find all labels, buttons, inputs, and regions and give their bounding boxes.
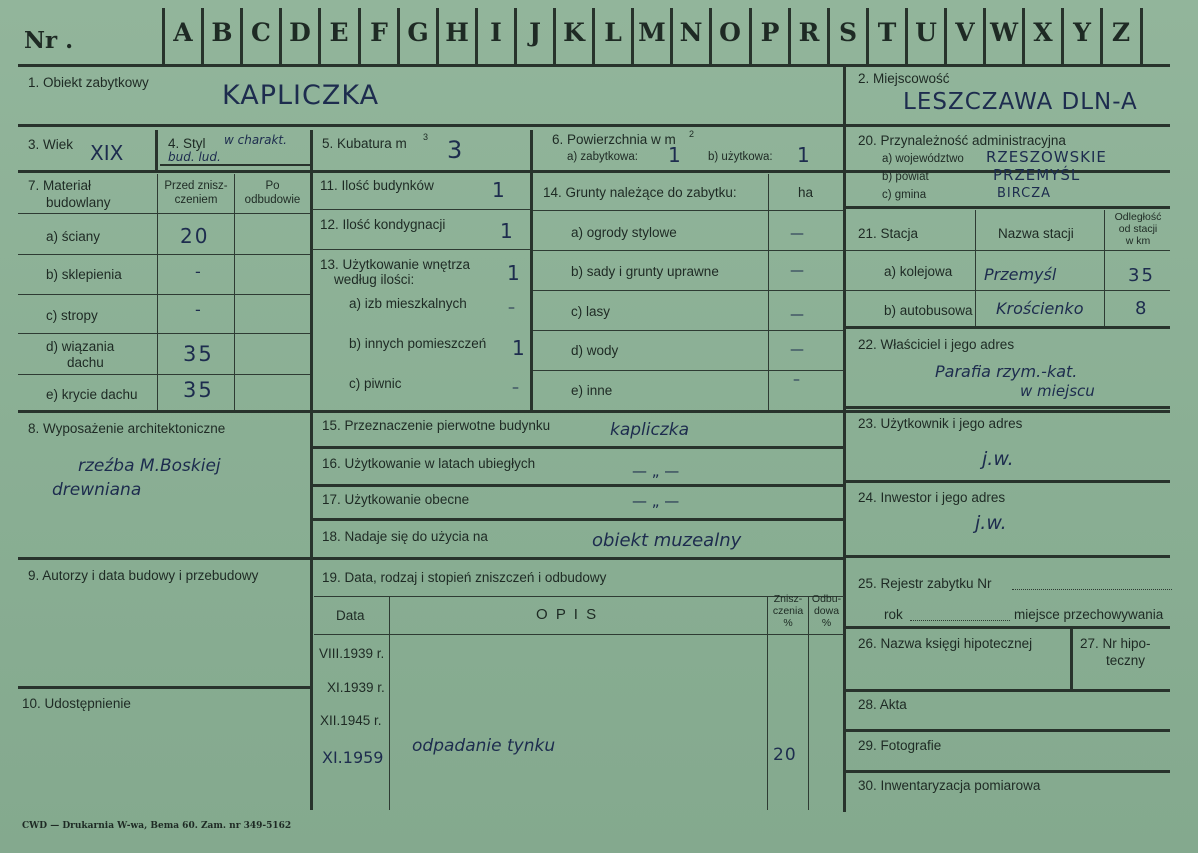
f19-col-zn-3: % — [783, 617, 793, 629]
f7-row-label: c) stropy — [46, 308, 98, 323]
index-letter: P — [760, 18, 780, 47]
index-letter: L — [604, 18, 622, 47]
f25-label: 25. Rejestr zabytku Nr — [858, 576, 992, 591]
f5-value: 3 — [447, 136, 463, 164]
f6b-label: b) użytkowa: — [708, 151, 773, 163]
index-letter: F — [370, 18, 388, 47]
f14-row-value: — — [790, 342, 804, 358]
letter-divider — [1140, 8, 1143, 64]
f14-row-label: a) ogrody stylowe — [571, 225, 677, 240]
f18-label: 18. Nadaje się do użycia na — [322, 529, 488, 544]
index-letter: E — [329, 18, 349, 47]
index-letter: O — [719, 18, 741, 47]
f19-row-date: XI.1939 r. — [327, 680, 385, 695]
index-letter: A — [173, 18, 193, 47]
f13c-label: c) piwnic — [349, 376, 402, 391]
index-letter: D — [289, 18, 311, 47]
f13-label-2: według ilości: — [334, 272, 415, 287]
f7-row-label: e) krycie dachu — [46, 387, 138, 402]
f3-label: 3. Wiek — [28, 137, 74, 152]
f20a-label: a) województwo — [882, 153, 964, 165]
f4-value-1: w charakt. — [224, 133, 287, 147]
f19-col-zn-2: czenia — [772, 605, 804, 617]
f14-label: 14. Grunty należące do zabytku: — [543, 185, 737, 200]
f14-unit: ha — [798, 185, 814, 200]
f6-sup: 2 — [689, 129, 695, 139]
f3-value: XIX — [90, 141, 124, 165]
f21b-name: Krościenko — [996, 299, 1084, 318]
f6a-label: a) zabytkowa: — [567, 151, 638, 163]
f13b-value: 1 — [512, 336, 525, 360]
f8-line-1: rzeźba M.Boskiej — [78, 456, 221, 476]
f19-row-date: VIII.1939 r. — [319, 646, 385, 661]
f21a-label: a) kolejowa — [884, 264, 953, 279]
index-letter: N — [679, 18, 703, 47]
f14-row-label: d) wody — [571, 343, 619, 358]
f18-value: obiekt muzealny — [592, 530, 742, 551]
f19-row-date: XI.1959 — [322, 748, 384, 767]
f21-col-dist-1: Odległość — [1114, 211, 1162, 223]
f20b-label: b) powiat — [882, 171, 929, 183]
f26-label: 26. Nazwa księgi hipotecznej — [858, 636, 1033, 651]
f21b-dist: 8 — [1135, 298, 1147, 319]
index-letter: U — [915, 18, 937, 47]
f5-label: 5. Kubatura m — [322, 136, 407, 151]
f7-col-after-2: odbudowie — [244, 194, 301, 206]
index-letter: X — [1033, 18, 1053, 47]
f7-row-value: 20 — [180, 224, 210, 248]
f7-row-label: a) ściany — [46, 229, 101, 244]
f7-col-before-2: czeniem — [174, 194, 218, 206]
f19-row-date: XII.1945 r. — [320, 713, 382, 728]
f11-value: 1 — [492, 178, 505, 202]
f17-label: 17. Użytkowanie obecne — [322, 492, 470, 507]
f24-label: 24. Inwestor i jego adres — [858, 490, 1006, 505]
f14-row-label: b) sady i grunty uprawne — [571, 264, 719, 279]
f19-col-od-2: dowa — [813, 605, 840, 617]
f27-label-2: teczny — [1106, 653, 1146, 668]
f6-label: 6. Powierzchnia w m — [552, 132, 676, 147]
index-letter: V — [955, 18, 975, 47]
f10-label: 10. Udostępnienie — [22, 696, 131, 711]
f17-value: — „ — — [632, 492, 680, 510]
index-letter: B — [211, 18, 233, 47]
f25-miejsce: miejsce przechowywania — [1014, 607, 1164, 622]
f4-value-2: bud. lud. — [168, 150, 221, 164]
f20a-value: RZESZOWSKIE — [986, 148, 1107, 166]
f1-value: KAPLICZKA — [222, 80, 380, 111]
index-letter: Y — [1073, 18, 1091, 47]
f21a-dist: 35 — [1128, 265, 1155, 286]
f21-col-dist-3: w km — [1125, 235, 1151, 247]
f24-value: j.w. — [975, 512, 1007, 534]
f16-value: — „ — — [632, 462, 680, 480]
f14-row-value: — — [790, 263, 804, 279]
f7-row-value: 35 — [183, 378, 214, 402]
f8-label: 8. Wyposażenie architektoniczne — [28, 421, 226, 436]
printer-footer: CWD — Drukarnia W-wa, Bema 60. Zam. nr 349-5162 — [22, 821, 292, 831]
f7-col-after-1: Po — [265, 180, 280, 192]
f25-rok: rok — [884, 607, 903, 622]
f14-row-label: e) inne — [571, 383, 613, 398]
index-letter: R — [798, 18, 820, 47]
f11-label: 11. Ilość budynków — [320, 178, 434, 193]
f21-col-dist-2: od stacji — [1118, 223, 1158, 235]
f1-label: 1. Obiekt zabytkowy — [28, 75, 149, 90]
f23-value: j.w. — [982, 448, 1014, 470]
f6b-value: 1 — [797, 143, 810, 167]
f22-label: 22. Właściciel i jego adres — [858, 337, 1015, 352]
f20c-value: BIRCZA — [997, 186, 1052, 201]
f28-label: 28. Akta — [858, 697, 907, 712]
f27-label-1: 27. Nr hipo- — [1080, 636, 1151, 651]
f19-col-od-1: Odbu- — [811, 593, 842, 605]
f2-label: 2. Miejscowość — [858, 71, 950, 86]
f8-line-2: drewniana — [52, 480, 142, 500]
f19-col-desc: O P I S — [536, 606, 599, 623]
f2-value: LESZCZAWA DLN-A — [903, 89, 1138, 115]
f13b-label: b) innych pomieszczeń — [349, 336, 487, 351]
f7-row-label: d) wiązania — [46, 339, 115, 354]
f5-sup: 3 — [423, 132, 429, 142]
f7-row-value: - — [195, 262, 201, 281]
f21-col-name: Nazwa stacji — [998, 226, 1074, 241]
f15-label: 15. Przeznaczenie pierwotne budynku — [322, 418, 551, 433]
f22-line-2: w miejscu — [1020, 382, 1095, 400]
f22-line-1: Parafia rzym.-kat. — [935, 362, 1078, 381]
f13c-value: – — [512, 380, 519, 396]
f19-col-date: Data — [336, 608, 365, 623]
f19-col-od-3: % — [821, 617, 832, 629]
f29-label: 29. Fotografie — [858, 738, 942, 753]
f7-label-2: budowlany — [46, 195, 111, 210]
f19-row-desc: odpadanie tynku — [412, 736, 556, 756]
f21-label: 21. Stacja — [858, 226, 919, 241]
f19-label: 19. Data, rodzaj i stopień zniszczeń i odbudowy — [322, 570, 607, 585]
f7-row-label: b) sklepienia — [46, 267, 122, 282]
f4-label: 4. Styl — [168, 136, 206, 151]
index-letter: G — [407, 18, 429, 47]
f20b-value: PRZEMYŚL — [993, 166, 1081, 184]
f21b-label: b) autobusowa — [884, 303, 973, 318]
f14-row-value: — — [790, 226, 804, 242]
f12-value: 1 — [500, 219, 513, 243]
f15-value: kapliczka — [610, 420, 690, 440]
f19-row-zn: 20 — [773, 745, 797, 765]
index-letter: H — [445, 18, 469, 47]
index-letter: Z — [1111, 18, 1131, 47]
f7-label-1: 7. Materiał — [28, 178, 92, 193]
index-letter: M — [638, 18, 666, 47]
f7-row-value: 35 — [183, 342, 214, 366]
f20-label: 20. Przynależność administracyjna — [858, 133, 1066, 148]
f12-label: 12. Ilość kondygnacji — [320, 217, 446, 232]
index-letter: C — [251, 18, 271, 47]
index-letter: W — [989, 18, 1019, 47]
f13-value: 1 — [507, 261, 520, 285]
index-letter: I — [490, 18, 502, 47]
f7-col-before-1: Przed znisz- — [164, 180, 228, 192]
f6a-value: 1 — [668, 143, 681, 167]
f21a-name: Przemyśl — [984, 265, 1057, 284]
f9-label: 9. Autorzy i data budowy i przebudowy — [28, 568, 259, 583]
f13a-label: a) izb mieszkalnych — [349, 296, 467, 311]
f20c-label: c) gmina — [882, 189, 927, 201]
f14-row-value: – — [793, 372, 800, 388]
f13a-value: – — [508, 300, 515, 316]
index-letter: S — [838, 18, 858, 47]
f14-row-label: c) lasy — [571, 304, 611, 319]
f13-label-1: 13. Użytkowanie wnętrza — [320, 257, 471, 272]
nr-label: Nr . — [24, 27, 74, 54]
f7-row-value: - — [195, 300, 201, 319]
f7-row-label: dachu — [67, 355, 104, 370]
f19-col-zn-1: Znisz- — [773, 593, 803, 605]
index-letter: T — [877, 18, 897, 47]
f16-label: 16. Użytkowanie w latach ubiegłych — [322, 456, 536, 471]
f23-label: 23. Użytkownik i jego adres — [858, 416, 1023, 431]
index-letter: J — [529, 18, 541, 47]
f14-row-value: — — [790, 307, 804, 323]
index-letter: K — [563, 18, 585, 47]
f30-label: 30. Inwentaryzacja pomiarowa — [858, 778, 1041, 793]
